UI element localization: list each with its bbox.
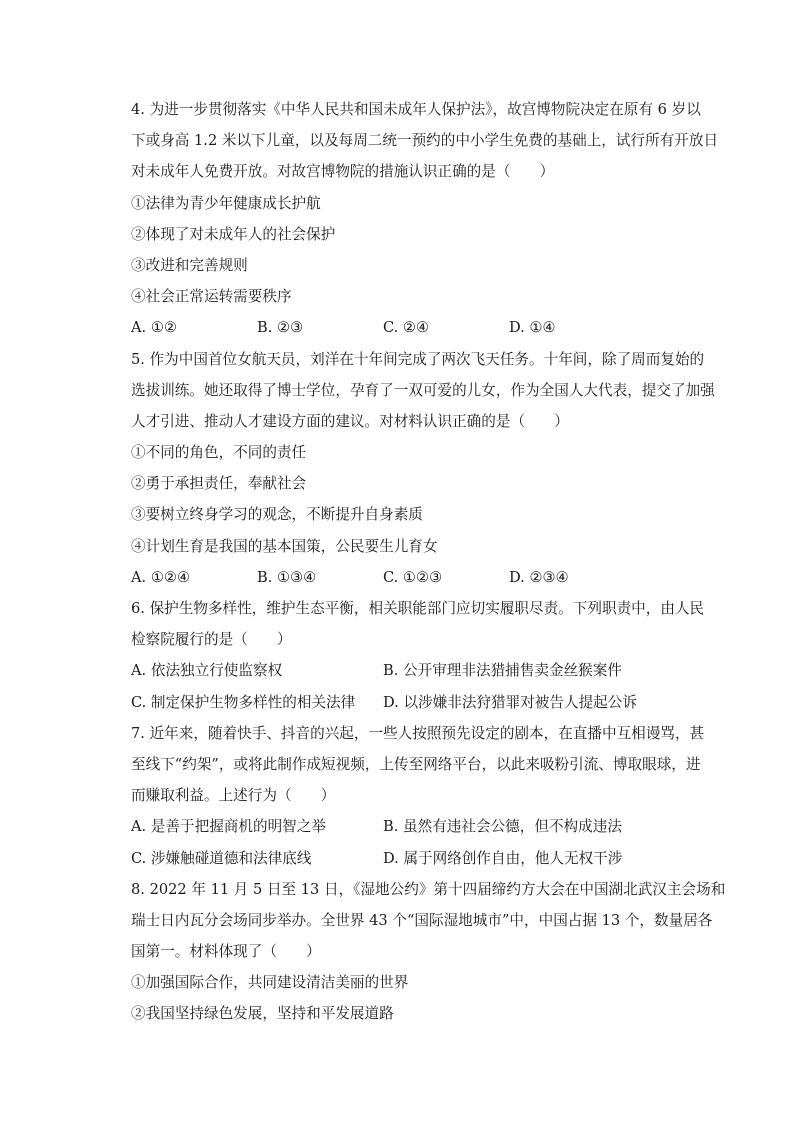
answer-options-row-2 bbox=[131, 843, 691, 874]
option-a: A. ①② bbox=[131, 319, 177, 337]
question-stem-line: 对未成年人免费开放。对故宫博物院的措施认识正确的是（ ） bbox=[131, 163, 555, 181]
question-stem-line: 8. 2022 年 11 月 5 日至 13 日，《湿地公约》第十四届缔约方大会在中国湖北武汉主会场和 bbox=[131, 880, 726, 898]
option-a: A. 依法独立行使监察权 bbox=[131, 662, 283, 680]
option-c: C. ②④ bbox=[383, 319, 430, 337]
question-stem-line: 至线下“约架”，或将此制作成短视频，上传至网络平台，以此来吸粉引流、博取眼球，进 bbox=[131, 755, 701, 773]
option-a: A. ①②④ bbox=[131, 568, 191, 586]
option-d: D. 以涉嫌非法狩猎罪对被告人提起公诉 bbox=[383, 693, 637, 711]
answer-options-row-1 bbox=[131, 655, 691, 686]
statement-3: ③改进和完善规则 bbox=[131, 256, 248, 274]
question-4 bbox=[131, 94, 719, 344]
option-b: B. ②③ bbox=[257, 319, 304, 337]
question-stem-line: 人才引进、推动人才建设方面的建议。对材料认识正确的是（ ） bbox=[131, 412, 569, 430]
option-d: D. 属于网络创作自由，他人无权干涉 bbox=[383, 849, 623, 867]
option-d: D. ①④ bbox=[509, 319, 556, 337]
statement-2: ②体现了对未成年人的社会保护 bbox=[131, 225, 336, 243]
question-8 bbox=[131, 874, 726, 1030]
question-stem-line: 检察院履行的是（ ） bbox=[131, 631, 292, 649]
statement-1: ①法律为青少年健康成长护航 bbox=[131, 194, 321, 212]
option-d: D. ②③④ bbox=[509, 568, 569, 586]
statement-3: ③要树立终身学习的观念，不断提升自身素质 bbox=[131, 506, 423, 524]
answer-options bbox=[131, 312, 691, 343]
statement-1: ①不同的角色，不同的责任 bbox=[131, 444, 307, 462]
option-c: C. ①②③ bbox=[383, 568, 443, 586]
question-stem-line: 下或身高 1.2 米以下儿童，以及每周二统一预约的中小学生免费的基础上，试行所有开放日 bbox=[131, 132, 719, 150]
statement-4: ④社会正常运转需要秩序 bbox=[131, 288, 292, 306]
answer-options-row-2 bbox=[131, 687, 691, 718]
option-b: B. ①③④ bbox=[257, 568, 317, 586]
statement-1: ①加强国际合作，共同建设清洁美丽的世界 bbox=[131, 974, 409, 992]
statement-4: ④计划生育是我国的基本国策，公民要生儿育女 bbox=[131, 537, 438, 555]
option-c: C. 制定保护生物多样性的相关法律 bbox=[131, 693, 356, 711]
option-b: B. 公开审理非法猎捕售卖金丝猴案件 bbox=[383, 662, 622, 680]
question-stem-line: 7. 近年来，随着快手、抖音的兴起，一些人按照预先设定的剧本，在直播中互相谩骂，甚 bbox=[131, 724, 705, 742]
question-5 bbox=[131, 344, 715, 594]
answer-options-row-1 bbox=[131, 811, 691, 842]
question-stem-line: 6. 保护生物多样性，维护生态平衡，相关职能部门应切实履职尽责。下列职责中，由人民 bbox=[131, 600, 705, 617]
question-7 bbox=[131, 718, 705, 874]
option-b: B. 虽然有违社会公德，但不构成违法 bbox=[383, 818, 622, 836]
statement-2: ②勇于承担责任，奉献社会 bbox=[131, 475, 307, 493]
question-stem-line: 国第一。材料体现了（ ） bbox=[131, 943, 321, 961]
question-6 bbox=[131, 593, 705, 718]
question-stem-line: 选拔训练。她还取得了博士学位，孕育了一双可爱的儿女，作为全国人大代表，提交了加强 bbox=[131, 381, 715, 399]
question-stem-line: 而赚取利益。上述行为（ ） bbox=[131, 787, 336, 805]
answer-options bbox=[131, 562, 691, 593]
question-stem-line: 瑞士日内瓦分会场同步举办。全世界 43 个“国际湿地城市”中，中国占据 13 个，数量居各 bbox=[131, 911, 713, 929]
option-a: A. 是善于把握商机的明智之举 bbox=[131, 818, 326, 836]
statement-2: ②我国坚持绿色发展，坚持和平发展道路 bbox=[131, 1005, 394, 1023]
question-stem-line: 5. 作为中国首位女航天员，刘洋在十年间完成了两次飞天任务。十年间，除了周而复始的 bbox=[131, 350, 705, 368]
question-stem-line: 4. 为进一步贯彻落实《中华人民共和国未成年人保护法》，故宫博物院决定在原有 6 岁以 bbox=[131, 101, 701, 118]
page-content bbox=[131, 94, 726, 1030]
option-c: C. 涉嫌触碰道德和法律底线 bbox=[131, 849, 312, 867]
